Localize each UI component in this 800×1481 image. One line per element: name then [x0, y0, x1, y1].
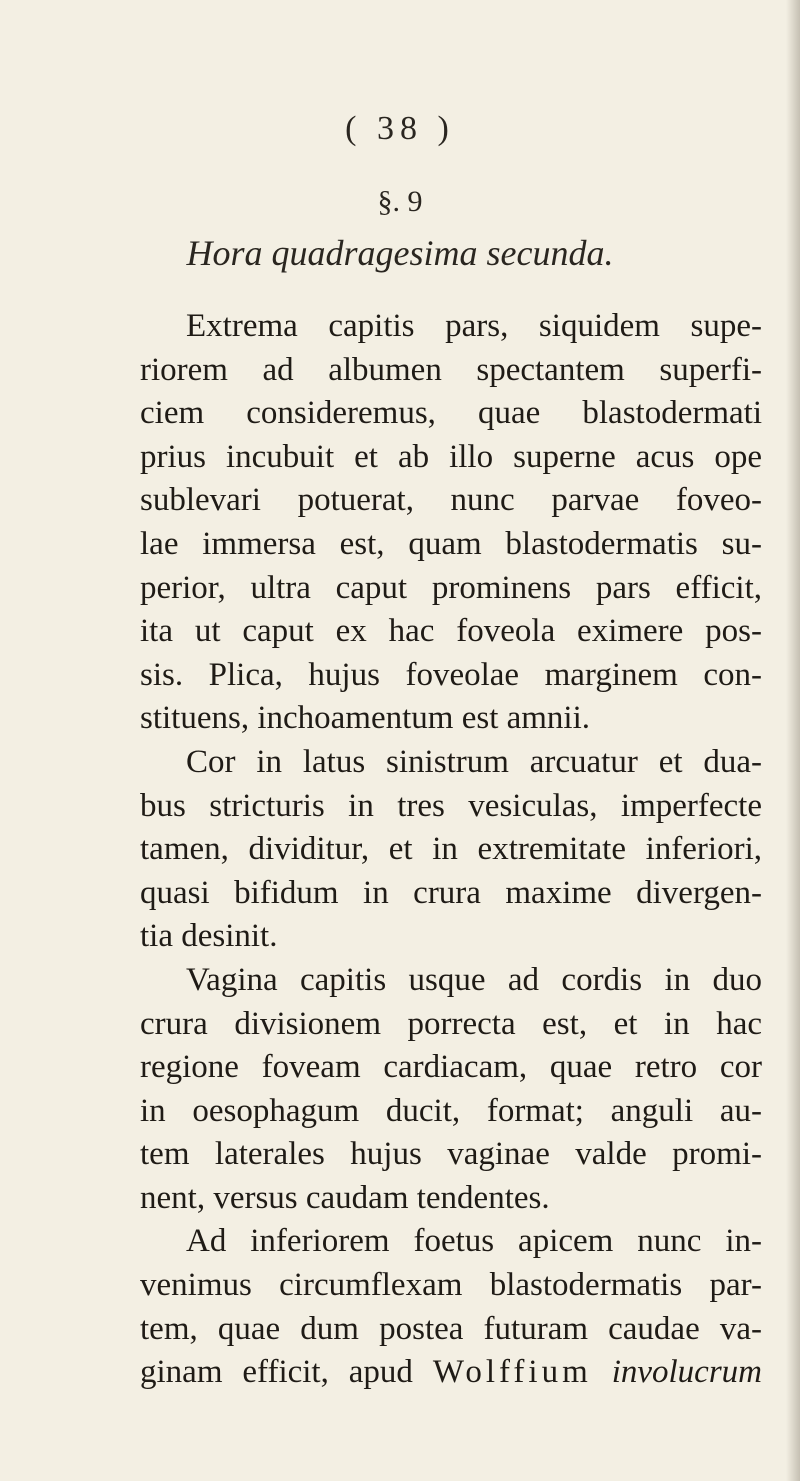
text-line: Extrema capitis pars, siquidem supe- — [186, 308, 762, 344]
text-line: tem laterales hujus vaginae valde promi- — [140, 1136, 762, 1173]
author-name: Wolffium — [432, 1354, 592, 1391]
text-line: stituens, inchoamentum est amnii. — [140, 700, 591, 737]
italic-term: involucrum — [611, 1354, 763, 1391]
text-line: sublevari potuerat, nunc parvae foveo- — [140, 482, 762, 519]
text-line-final — [140, 1351, 762, 1395]
text-line: sis. Plica, hujus foveolae marginem con- — [140, 656, 762, 693]
text-line: perior, ultra caput prominens pars efficit, — [140, 569, 762, 606]
page-edge-shadow — [786, 0, 800, 1481]
page-number: ( 38 ) — [345, 110, 455, 147]
text-line: tamen, dividitur, et in extremitate inferiori, — [140, 831, 762, 868]
text-line: in oesophagum ducit, format; anguli au- — [140, 1092, 762, 1129]
text-line: lae immersa est, quam blastodermatis su- — [140, 525, 762, 562]
text-line: Ad inferiorem foetus apicem nunc in- — [186, 1223, 762, 1260]
text-line: Vagina capitis usque ad cordis in duo — [186, 961, 762, 998]
text-line: ita ut caput ex hac foveola eximere pos- — [140, 613, 762, 650]
text-line: tia desinit. — [140, 918, 278, 955]
text-line: prius incubuit et ab illo superne acus ope — [140, 438, 762, 475]
text-line: Cor in latus sinistrum arcuatur et dua- — [186, 743, 762, 780]
text-line: ciem consideremus, quae blastodermati — [140, 395, 762, 432]
text-line: crura divisionem porrecta est, et in hac — [140, 1005, 762, 1042]
text-line: bus stricturis in tres vesiculas, imperfecte — [140, 787, 762, 824]
section-heading: Hora quadragesima secunda. — [186, 233, 614, 273]
text-line: nent, versus caudam tendentes. — [140, 1179, 550, 1216]
text-line: tem, quae dum postea futuram caudae va- — [140, 1310, 762, 1347]
text-segment: ginam efficit, apud — [140, 1354, 413, 1391]
text-line: quasi bifidum in crura maxime divergen- — [140, 874, 762, 911]
text-line: venimus circumflexam blastodermatis par- — [140, 1267, 762, 1304]
text-line: riorem ad albumen spectantem superfi- — [140, 351, 762, 388]
section-number: §. 9 — [377, 185, 423, 218]
body-text — [140, 305, 762, 1395]
text-line: regione foveam cardiacam, quae retro cor — [140, 1049, 762, 1086]
